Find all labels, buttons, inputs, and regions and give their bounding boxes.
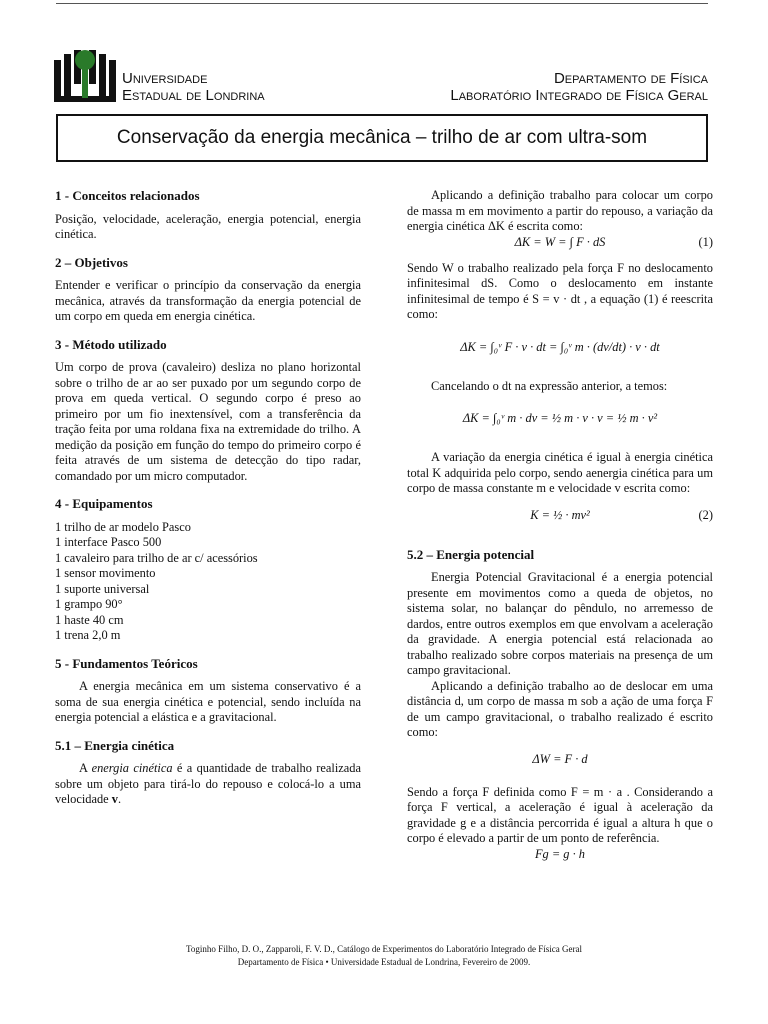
paragraph-work-definition: Aplicando a definição trabalho para colocar um corpo de massa m em movimento a partir do repouso, a variação da energia cinética ΔK é escrita como: xyxy=(407,188,713,233)
section-5-2-heading: 5.2 – Energia potencial xyxy=(407,546,535,562)
equation-integral-a xyxy=(407,323,713,371)
equation-4 xyxy=(407,847,713,865)
equipment-list xyxy=(55,520,361,644)
list-item: 1 interface Pasco 500 xyxy=(55,535,162,549)
footer-department: Departamento de Física • Universidade Estadual de Londrina, Fevereiro de 2009. xyxy=(237,957,531,967)
list-item: 1 trilho de ar modelo Pasco xyxy=(55,519,191,534)
section-5-heading: 5 - Fundamentos Teóricos xyxy=(55,655,198,671)
department-line2: Laboratório Integrado de Física Geral xyxy=(450,87,708,104)
list-item: 1 trena 2,0 m xyxy=(55,628,121,642)
left-column xyxy=(55,188,361,820)
equation-1-expr: ΔK = W = ∫ F · dS xyxy=(514,234,606,249)
list-item: 1 sensor movimento xyxy=(55,566,156,580)
list-item: 1 haste 40 cm xyxy=(55,612,124,627)
section-4-heading: 4 - Equipamentos xyxy=(55,496,153,511)
paragraph-force-definition: Sendo a força F definida como F = m · a . Considerando a força F vertical, a aceleração é igual à aceleração da gravidade g e a distância percorrida é igual a altura h que o corpo é elevado a partir de um ponto de referência. xyxy=(407,784,713,845)
section-5-1-heading: 5.1 – Energia cinética xyxy=(55,737,175,753)
paragraph-displacement: Sendo W o trabalho realizado pela força F no deslocamento infinitesimal dS. Como o deslocamento em instante infinitesimal de tempo é S = v · dt , a equação (1) é reescrita como: xyxy=(407,260,713,321)
university-line2: Estadual de Londrina xyxy=(122,87,265,104)
paragraph-work-gravity: Aplicando a definição trabalho ao de deslocar em uma distância d, um corpo de massa m sob a ação de uma força F de um campo gravitacional, o trabalho realizado é escrito como: xyxy=(407,678,713,739)
section-2-heading: 2 – Objetivos xyxy=(55,254,128,270)
section-2-text: Entender e verificar o princípio da conservação da energia mecânica, através da transformação da energia potencial de um corpo em queda em energia cinética. xyxy=(55,278,361,323)
equation-2-expr: K = ½ · mv² xyxy=(530,507,590,522)
equation-integral-a-expr: ΔK = ∫₀ᵛ F · v · dt = ∫₀ᵛ m · (dv/dt) · v · dt xyxy=(460,339,660,354)
equation-1 xyxy=(407,235,713,253)
equation-2-number: (2) xyxy=(698,507,713,522)
equation-3-expr: ΔW = F · d xyxy=(532,751,588,766)
section-5-1-text: A energia cinética é a quantidade de trabalho realizada sobre um objeto para tirá-lo do repouso e colocá-lo a uma velocidade v. xyxy=(55,761,361,806)
paragraph-potential-energy: Energia Potencial Gravitacional é a energia potencial presente em movimentos como a queda de objetos, no sistema solar, no balançar do pêndulo, no arremesso de dardos, entre outros exemplos em que envolvam a aceleração da gravidade. A energia potencial está relacionada ao trabalho realizado sobre corpos materiais na presença de um campo gravitacional. xyxy=(407,570,713,677)
page-title: Conservação da energia mecânica – trilho de ar com ultra-som xyxy=(116,127,648,148)
kinetic-energy-term: energia cinética xyxy=(91,761,173,775)
footer xyxy=(0,943,768,969)
department-line1: Departamento de Física xyxy=(553,70,708,87)
title-box xyxy=(56,114,708,162)
paragraph-kinetic-total: A variação da energia cinética é igual à energia cinética total K adquirida pelo corpo, sendo aenergia cinética para um corpo de massa constante m e velocidade v escrita como: xyxy=(407,450,713,495)
equation-4-expr: Fg = g · h xyxy=(534,846,585,861)
section-3-text: Um corpo de prova (cavaleiro) desliza no plano horizontal sobre o trilho de ar ao ser puxado por um segundo corpo de prova em queda vertical. O segundo corpo é preso ao primeiro por um fio inextensível, com a transferência da tração feita por uma roldana fixa na extremidade do trilho. A medição da posição em função do tempo do primeiro corpo é feita através de um sistema de detecção do tipo radar, comandado por um micro computador. xyxy=(55,360,361,483)
equation-2 xyxy=(407,497,713,533)
section-1-heading: 1 - Conceitos relacionados xyxy=(55,188,200,203)
equation-integral-b xyxy=(407,394,713,442)
university-name xyxy=(122,70,265,104)
section-5-text: A energia mecânica em um sistema conservativo é a soma de sua energia cinética e potencial, sendo incluída na energia potencial a elástica e a gravitacional. xyxy=(55,679,361,724)
list-item: 1 cavaleiro para trilho de ar c/ acessórios xyxy=(55,550,258,565)
paragraph-cancel-dt: Cancelando o dt na expressão anterior, a temos: xyxy=(431,378,668,393)
right-column xyxy=(407,188,713,873)
equation-1-number: (1) xyxy=(698,234,713,249)
list-item: 1 grampo 90° xyxy=(55,597,123,611)
velocity-symbol: v xyxy=(111,792,118,806)
equation-3 xyxy=(407,741,713,777)
section-1-text: Posição, velocidade, aceleração, energia potencial, energia cinética. xyxy=(55,211,361,241)
university-line1: Universidade xyxy=(122,70,208,87)
top-rule xyxy=(56,3,708,4)
department-name xyxy=(450,70,708,104)
section-3-heading: 3 - Método utilizado xyxy=(55,336,167,352)
equation-integral-b-expr: ΔK = ∫₀ᵛ m · dv = ½ m · v · v = ½ m · v² xyxy=(462,411,658,425)
university-logo-icon xyxy=(54,44,116,106)
footer-citation: Toginho Filho, D. O., Zapparoli, F. V. D., Catálogo de Experimentos do Laboratório Integrado de Física Geral xyxy=(186,944,582,954)
list-item: 1 suporte universal xyxy=(55,581,150,596)
